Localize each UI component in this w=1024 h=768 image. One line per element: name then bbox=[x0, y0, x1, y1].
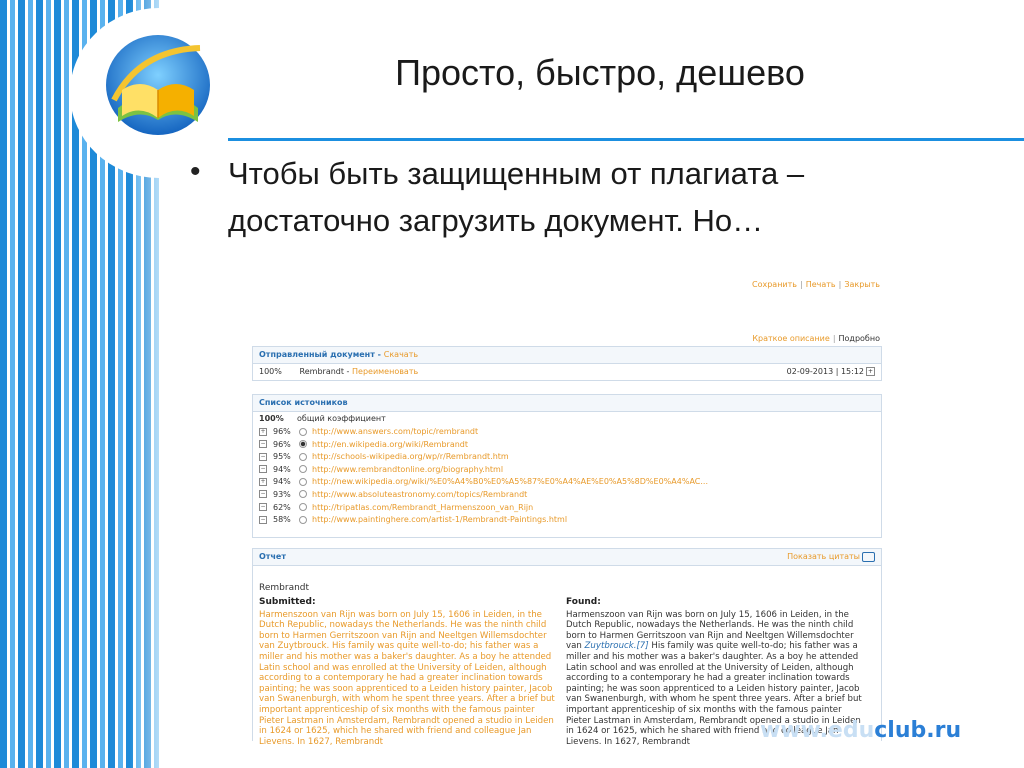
toplinks: Сохранить | Печать | Закрыть bbox=[752, 280, 880, 289]
watermark-pale: www.edu bbox=[760, 718, 875, 743]
source-percent: 95% bbox=[273, 452, 291, 462]
source-percent: 94% bbox=[273, 477, 291, 487]
show-quotes-link[interactable]: Показать цитаты bbox=[787, 552, 860, 561]
slide-title: Просто, быстро, дешево bbox=[395, 52, 805, 93]
sent-document-header: Отправленный документ - Скачать bbox=[253, 347, 881, 364]
submitted-label: Submitted: bbox=[259, 597, 316, 607]
source-radio[interactable] bbox=[299, 490, 307, 498]
source-url[interactable]: http://en.wikipedia.org/wiki/Rembrandt bbox=[312, 439, 469, 449]
source-row[interactable] bbox=[253, 514, 881, 527]
document-row: 100% Rembrandt - Переименовать 02-09-2013 | 15:12 + bbox=[253, 364, 881, 380]
expand-toggle-icon[interactable]: − bbox=[260, 503, 266, 511]
sources-panel bbox=[252, 394, 882, 538]
document-datetime-wrap bbox=[787, 364, 875, 380]
source-row[interactable] bbox=[253, 489, 881, 502]
source-row[interactable] bbox=[253, 476, 881, 489]
expand-icon[interactable]: + bbox=[867, 368, 874, 375]
tab-summary[interactable]: Краткое описание bbox=[752, 334, 830, 343]
source-url[interactable]: http://www.absoluteastronomy.com/topics/Rembrandt bbox=[312, 489, 528, 499]
close-link[interactable]: Закрыть bbox=[844, 280, 880, 289]
report-title: Отчет bbox=[259, 552, 286, 561]
sent-document-title: Отправленный документ bbox=[259, 350, 375, 359]
speech-bubble-icon[interactable] bbox=[862, 552, 875, 562]
expand-toggle-icon[interactable]: − bbox=[260, 515, 266, 523]
found-label: Found: bbox=[566, 597, 601, 607]
source-percent: 96% bbox=[273, 427, 291, 436]
tab-detailed[interactable]: Подробно bbox=[838, 334, 880, 343]
found-text-part2: His family was quite well-to-do; his father was a miller and his mother was a baker's daughter. As a boy he attended Latin school and was enrolled at the University of Leiden, although according to a contemporary he had a greater inclination towards painting; he was soon apprenticed to a Leiden history painter, Jacob van Swanenburgh, with whom he spent three years. After a brief but important apprenticeship of six months with the famous painter Pieter Lastman in Amsterdam, Rembrandt opened a studio in Leiden in 1624 or 1625, which he shared with friend and colleague Jan Lievens. In 1627, Rembrandt bbox=[566, 641, 862, 747]
expand-toggle-icon[interactable]: + bbox=[260, 477, 266, 485]
source-radio[interactable] bbox=[299, 503, 307, 511]
document-name: Rembrandt bbox=[299, 367, 345, 376]
view-tabs: Краткое описание | Подробно bbox=[752, 334, 880, 343]
save-link[interactable]: Сохранить bbox=[752, 280, 797, 289]
source-percent: 94% bbox=[273, 464, 291, 474]
watermark bbox=[760, 718, 961, 743]
source-url[interactable]: http://www.rembrandtonline.org/biography.html bbox=[312, 464, 504, 474]
rename-link[interactable]: Переименовать bbox=[352, 367, 419, 376]
book-logo-icon bbox=[100, 30, 216, 140]
found-text-part1: Harmenszoon van Rijn was born on July 15, 1606 in Leiden, in the Dutch Republic, nowadays the Netherlands. He was the ninth child born to Harmen Gerritszoon van Rijn and Neeltgen Willemsdochter van bbox=[566, 609, 854, 652]
submitted-text: Harmenszoon van Rijn was born on July 15, 1606 in Leiden, in the Dutch Republic, nowadays the Netherlands. He was the ninth child born to Harmen Gerritszoon van Rijn and Neeltgen Willemsdochter van Zuytbrouck. His family was quite well-to-do; his father was a miller and his mother was a baker's daughter. As a boy he attended Latin school and was enrolled at the University of Leiden, although according to a contemporary he had a greater inclination towards painting; he was soon apprenticed to a Leiden history painter, Jacob van Swanenburgh, with whom he spent three years. After a brief but important apprenticeship of six months with the famous painter Pieter Lastman in Amsterdam, Rembrandt opened a studio in Leiden in 1624 or 1625, which he shared with friend and colleague Jan Lievens. In 1627, Rembrandt bbox=[259, 609, 555, 747]
sources-total-percent: 100% bbox=[259, 414, 284, 423]
expand-toggle-icon[interactable]: − bbox=[260, 440, 266, 448]
source-url[interactable]: http://new.wikipedia.org/wiki/%E0%A4%B0%E0%A5%87%E0%A4%AE%E0%A5%8D%E0%A4%AC... bbox=[312, 477, 708, 487]
source-percent: 58% bbox=[273, 515, 291, 525]
source-radio[interactable] bbox=[299, 453, 307, 461]
source-radio[interactable] bbox=[299, 516, 307, 524]
watermark-strong: club.ru bbox=[874, 718, 962, 743]
expand-toggle-icon[interactable]: − bbox=[260, 465, 266, 473]
source-row[interactable] bbox=[253, 502, 881, 515]
source-percent: 96% bbox=[273, 439, 291, 449]
sources-header: Список источников bbox=[253, 395, 881, 412]
report-panel bbox=[252, 548, 882, 747]
embedded-screenshot bbox=[252, 276, 884, 747]
document-datetime: 02-09-2013 | 15:12 bbox=[786, 367, 864, 376]
source-percent: 62% bbox=[273, 502, 291, 512]
source-url[interactable]: http://www.answers.com/topic/rembrandt bbox=[312, 427, 479, 436]
print-link[interactable]: Печать bbox=[805, 280, 836, 289]
source-url[interactable]: http://schools-wikipedia.org/wp/r/Rembrandt.htm bbox=[312, 452, 509, 462]
title-underline bbox=[228, 138, 1024, 141]
source-url[interactable]: http://tripatlas.com/Rembrandt_Harmenszoon_van_Rijn bbox=[312, 502, 534, 512]
submitted-column bbox=[259, 597, 559, 747]
source-radio[interactable] bbox=[299, 428, 307, 436]
sources-total-label: общий коэффициент bbox=[297, 414, 386, 423]
source-percent: 93% bbox=[273, 489, 291, 499]
source-row[interactable] bbox=[253, 439, 881, 452]
expand-toggle-icon[interactable]: − bbox=[260, 490, 266, 498]
report-header bbox=[253, 549, 881, 566]
source-row[interactable] bbox=[253, 451, 881, 464]
show-quotes-wrap bbox=[787, 549, 875, 565]
source-radio[interactable] bbox=[299, 478, 307, 486]
bullet-marker: • bbox=[190, 155, 201, 188]
source-list bbox=[253, 426, 881, 527]
document-percent: 100% bbox=[259, 367, 282, 376]
found-reference-link[interactable]: Zuytbrouck.[7] bbox=[584, 641, 649, 652]
report-doc-name: Rembrandt bbox=[259, 583, 310, 593]
sources-total-row bbox=[253, 412, 881, 426]
source-radio[interactable] bbox=[299, 440, 307, 448]
source-url[interactable]: http://www.paintinghere.com/artist-1/Rembrandt-Paintings.html bbox=[312, 515, 568, 525]
download-link[interactable]: Скачать bbox=[383, 350, 419, 359]
expand-toggle-icon[interactable]: + bbox=[260, 427, 266, 435]
bullet-text: Чтобы быть защищенным от плагиата – достаточно загрузить документ. Но… bbox=[228, 156, 805, 238]
source-row[interactable] bbox=[253, 464, 881, 477]
source-radio[interactable] bbox=[299, 465, 307, 473]
expand-toggle-icon[interactable]: − bbox=[260, 452, 266, 460]
source-row[interactable] bbox=[253, 426, 881, 439]
sent-document-panel bbox=[252, 346, 882, 381]
